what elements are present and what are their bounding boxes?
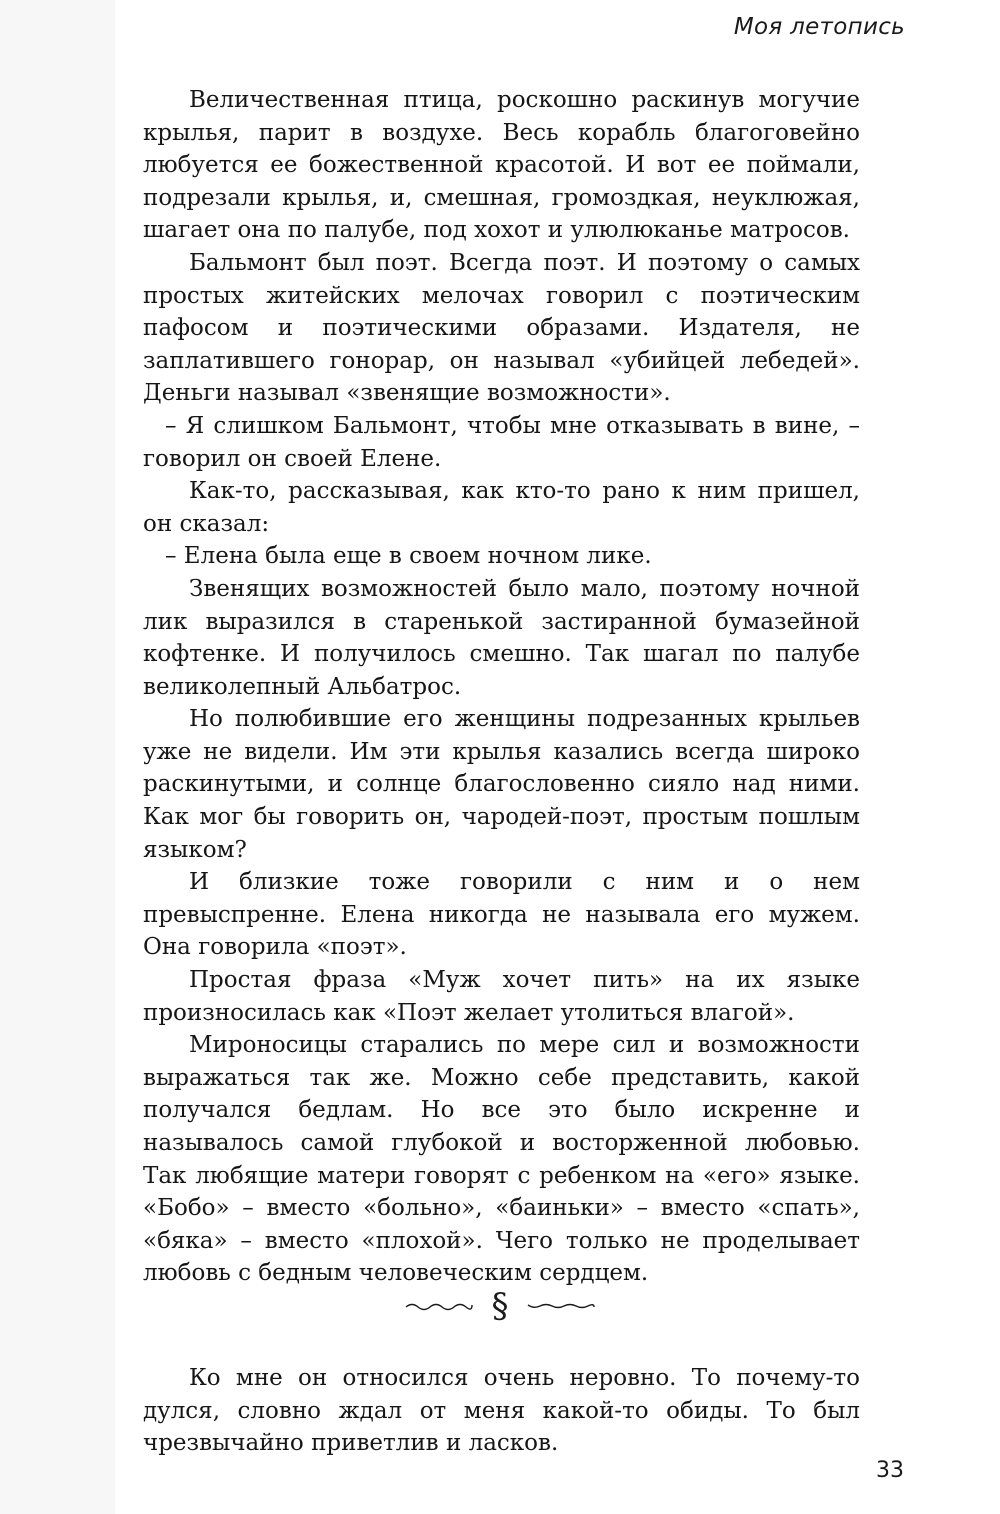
wave-ornament-right-icon xyxy=(526,1299,596,1313)
paragraph: Величественная птица, роскошно раскинув могучие крылья, парит в воздухе. Весь корабль благоговейно любуется ее божественной красотой. И вот ее поймали, подрезали крылья, и, смешная, громоздкая, неуклюжая, шагает она по палубе, под хохот и улюлюканье матросов. xyxy=(143,87,860,244)
page-number: 33 xyxy=(876,1458,904,1483)
wave-ornament-left-icon xyxy=(404,1299,474,1313)
text-block-after-break xyxy=(143,1362,860,1460)
paragraph: Но полюбившие его женщины подрезанных крыльев уже не видели. Им эти крылья казались всегда широко раскинутыми, и солнце благословенно сияло над ними. Как мог бы говорить он, чародей-поэт, простым пошлым языком? xyxy=(143,706,860,863)
dialog-line: – Елена была еще в своем ночном лике. xyxy=(165,543,652,570)
paragraph: Мироносицы старались по мере сил и возможности выражаться так же. Можно себе представить, какой получался бедлам. Но все это было искренне и называлось самой глубокой и восторженной любовью. Так любящие матери говорят с ребенком на «его» языке. «Бобо» – вместо «больно», «баиньки» – вместо «спать», «бяка» – вместо «плохой». Чего только не проделывает любовь с бедным человеческим сердцем. xyxy=(143,1032,860,1287)
paragraph: Звенящих возможностей было мало, поэтому ночной лик выразился в старенькой застиранной бумазейной кофтенке. И получилось смешно. Так шагал по палубе великолепный Альбатрос. xyxy=(143,575,860,700)
section-sign: § xyxy=(491,1286,509,1326)
paragraph: Как-то, рассказывая, как кто-то рано к ним пришел, он сказал: xyxy=(143,478,860,537)
text-block-main xyxy=(143,84,860,1290)
running-head: Моя летопись xyxy=(733,14,905,40)
section-break-ornament xyxy=(0,1286,1000,1326)
paragraph: Бальмонт был поэт. Всегда поэт. И поэтому о самых простых житейских мелочах говорил с поэтическим пафосом и поэтическими образами. Издателя, не заплатившего гонорар, он называл «убийцей лебедей». Деньги называл «звенящие возможности». xyxy=(143,249,860,407)
dialog-line: – Я слишком Бальмонт, чтобы мне отказывать в вине, – говорил он своей Елене. xyxy=(143,412,860,472)
paragraph: И близкие тоже говорили с ним и о нем превыспренне. Елена никогда не называла его мужем. Она говорила «поэт». xyxy=(143,869,860,961)
paragraph: Ко мне он относился очень неровно. То почему-то дулся, словно ждал от меня какой-то обиды. То был чрезвычайно приветлив и ласков. xyxy=(143,1365,860,1457)
paragraph: Простая фраза «Муж хочет пить» на их языке произносилась как «Поэт желает утолиться влагой». xyxy=(143,967,860,1026)
